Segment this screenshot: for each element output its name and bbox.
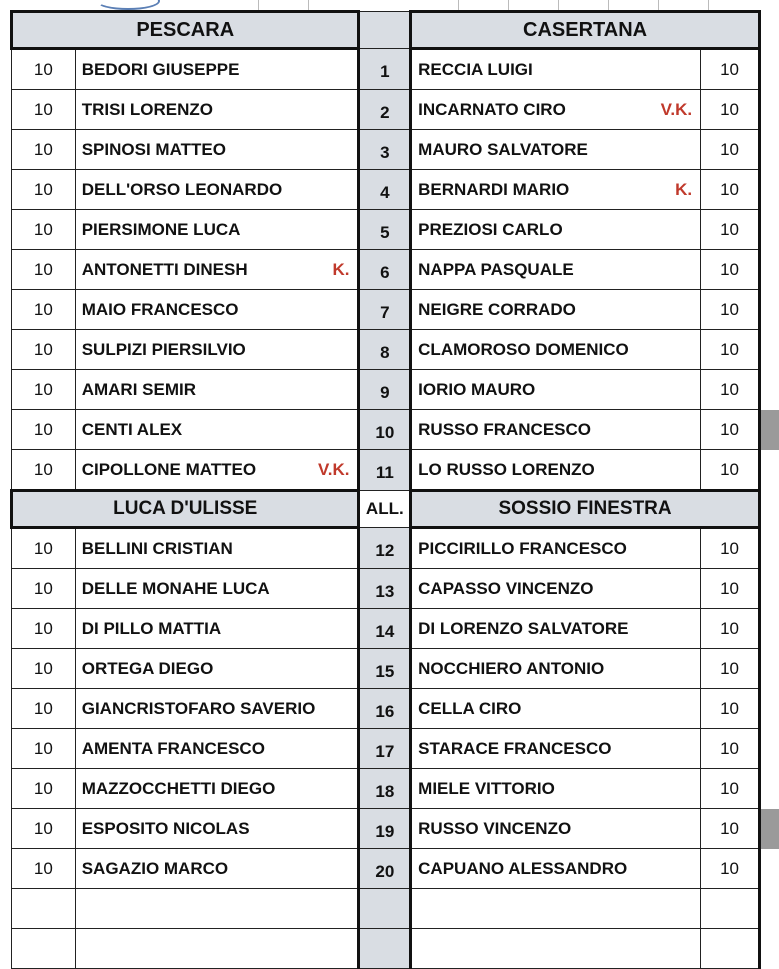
right-edge: [759, 649, 779, 689]
home-value: 10: [12, 849, 76, 889]
grid-tick: [608, 0, 609, 10]
away-player-name-text: BERNARDI MARIO: [418, 180, 569, 199]
empty-cell: [75, 889, 359, 929]
home-player-name: [75, 330, 359, 370]
home-player-name: [75, 609, 359, 649]
bench-row: [12, 528, 779, 569]
shirt-number-text: 13: [375, 576, 394, 602]
right-edge: [759, 170, 779, 210]
shirt-number-text: 4: [380, 177, 389, 203]
shirt-number-text: 7: [380, 297, 389, 323]
away-value: 10: [701, 849, 760, 889]
away-player-name: [411, 649, 701, 689]
shirt-number: [359, 689, 411, 729]
home-value: 10: [12, 90, 76, 130]
right-edge: [759, 729, 779, 769]
shirt-number: [359, 569, 411, 609]
right-edge: [759, 491, 779, 528]
home-player-name-text: MAZZOCCHETTI DIEGO: [82, 779, 276, 798]
starter-row: [12, 450, 779, 491]
home-player-name: [75, 528, 359, 569]
starter-row: [12, 330, 779, 370]
shirt-number: [359, 769, 411, 809]
away-player-name: [411, 170, 701, 210]
away-player-name-text: MIELE VITTORIO: [418, 779, 555, 798]
shirt-number: [359, 649, 411, 689]
home-value: 10: [12, 450, 76, 491]
home-player-name-text: ESPOSITO NICOLAS: [82, 819, 250, 838]
away-value: 10: [701, 528, 760, 569]
away-value: 10: [701, 90, 760, 130]
away-player-name: [411, 528, 701, 569]
away-player-name: [411, 609, 701, 649]
home-value: 10: [12, 170, 76, 210]
away-value: 10: [701, 130, 760, 170]
shirt-number-text: 16: [375, 696, 394, 722]
shirt-number: [359, 49, 411, 90]
shirt-number-text: 19: [375, 816, 394, 842]
bench-row: [12, 689, 779, 729]
empty-row: [12, 889, 779, 929]
home-player-name: [75, 809, 359, 849]
home-player-name-text: CIPOLLONE MATTEO: [82, 460, 256, 479]
grid-tick: [308, 0, 309, 10]
home-player-name: [75, 250, 359, 290]
away-player-name-text: NAPPA PASQUALE: [418, 260, 574, 279]
shirt-number-text: 9: [380, 377, 389, 403]
team-header-row: [12, 12, 779, 49]
lineup-sheet: [10, 10, 779, 969]
home-team-title: PESCARA: [12, 12, 359, 49]
home-player-name-text: DELLE MONAHE LUCA: [82, 579, 270, 598]
away-player-name-text: IORIO MAURO: [418, 380, 535, 399]
right-edge: [759, 330, 779, 370]
shirt-number: [359, 609, 411, 649]
right-edge: [759, 49, 779, 90]
right-edge: [759, 929, 779, 969]
home-player-name-text: PIERSIMONE LUCA: [82, 220, 241, 239]
home-player-name: [75, 450, 359, 491]
away-team-title: CASERTANA: [411, 12, 760, 49]
shirt-number: [359, 330, 411, 370]
away-player-name: [411, 90, 701, 130]
home-value: 10: [12, 729, 76, 769]
away-player-name-text: MAURO SALVATORE: [418, 140, 588, 159]
right-edge: [759, 210, 779, 250]
home-player-name: [75, 290, 359, 330]
away-player-name: [411, 849, 701, 889]
home-value: 10: [12, 649, 76, 689]
home-player-name-text: SULPIZI PIERSILVIO: [82, 340, 246, 359]
away-player-name: [411, 729, 701, 769]
shirt-number: [359, 528, 411, 569]
away-value: 10: [701, 330, 760, 370]
grid-tick: [558, 0, 559, 10]
home-player-name: [75, 370, 359, 410]
away-player-name-text: PICCIRILLO FRANCESCO: [418, 539, 627, 558]
away-player-name: [411, 809, 701, 849]
home-value: 10: [12, 569, 76, 609]
shirt-number-text: 5: [380, 217, 389, 243]
bench-row: [12, 649, 779, 689]
home-player-name-text: ANTONETTI DINESH: [82, 260, 248, 279]
starter-row: [12, 290, 779, 330]
empty-number-cell: [359, 889, 411, 929]
home-player-name-text: AMARI SEMIR: [82, 380, 196, 399]
away-value: 10: [701, 170, 760, 210]
away-value: 10: [701, 569, 760, 609]
right-edge: [759, 689, 779, 729]
role-tag: V.K.: [661, 100, 693, 120]
starter-row: [12, 210, 779, 250]
away-player-name: [411, 330, 701, 370]
right-edge: [759, 12, 779, 49]
shirt-number: [359, 450, 411, 491]
away-value: 10: [701, 290, 760, 330]
right-edge: [759, 370, 779, 410]
home-player-name-text: ORTEGA DIEGO: [82, 659, 214, 678]
home-player-name-text: DELL'ORSO LEONARDO: [82, 180, 283, 199]
home-value: 10: [12, 689, 76, 729]
away-value: 10: [701, 49, 760, 90]
top-strip: [0, 0, 779, 10]
right-edge: [759, 450, 779, 491]
away-player-name-text: STARACE FRANCESCO: [418, 739, 611, 758]
away-value: 10: [701, 729, 760, 769]
home-player-name: [75, 210, 359, 250]
shirt-number-text: 1: [380, 56, 389, 82]
home-value: 10: [12, 130, 76, 170]
home-value: 10: [12, 370, 76, 410]
home-player-name-text: GIANCRISTOFARO SAVERIO: [82, 699, 316, 718]
away-player-name: [411, 450, 701, 491]
away-value: 10: [701, 370, 760, 410]
away-player-name: [411, 49, 701, 90]
right-edge: [759, 130, 779, 170]
bench-row: [12, 729, 779, 769]
starter-row: [12, 250, 779, 290]
empty-cell: [12, 889, 76, 929]
shirt-number-text: 12: [375, 535, 394, 561]
away-value: 10: [701, 649, 760, 689]
away-player-name-text: NEIGRE CORRADO: [418, 300, 576, 319]
home-player-name: [75, 170, 359, 210]
right-edge: [759, 90, 779, 130]
shirt-number: [359, 809, 411, 849]
away-player-name-text: RECCIA LUIGI: [418, 60, 533, 79]
away-value: 10: [701, 609, 760, 649]
away-value: 10: [701, 210, 760, 250]
home-value: 10: [12, 609, 76, 649]
starter-row: [12, 49, 779, 90]
home-player-name-text: MAIO FRANCESCO: [82, 300, 239, 319]
away-player-name: [411, 410, 701, 450]
home-player-name: [75, 849, 359, 889]
empty-cell: [701, 889, 760, 929]
home-value: 10: [12, 809, 76, 849]
home-player-name: [75, 410, 359, 450]
home-value: 10: [12, 528, 76, 569]
away-player-name-text: CAPASSO VINCENZO: [418, 579, 593, 598]
starter-row: [12, 90, 779, 130]
away-value: 10: [701, 769, 760, 809]
shirt-number: [359, 849, 411, 889]
empty-cell: [701, 929, 760, 969]
home-coach: LUCA D'ULISSE: [12, 491, 359, 528]
home-value: 10: [12, 290, 76, 330]
right-edge: [759, 889, 779, 929]
bench-row: [12, 809, 779, 849]
away-player-name-text: CAPUANO ALESSANDRO: [418, 859, 627, 878]
empty-cell: [75, 929, 359, 969]
starter-row: [12, 130, 779, 170]
away-value: 10: [701, 250, 760, 290]
away-player-name: [411, 290, 701, 330]
away-player-name-text: PREZIOSI CARLO: [418, 220, 563, 239]
shirt-number: [359, 250, 411, 290]
empty-cell: [411, 929, 701, 969]
bench-row: [12, 849, 779, 889]
shirt-number-text: 15: [375, 656, 394, 682]
away-value: 10: [701, 689, 760, 729]
away-value: 10: [701, 410, 760, 450]
shirt-number-text: 6: [380, 257, 389, 283]
logo-arc: [96, 0, 160, 10]
away-player-name-text: LO RUSSO LORENZO: [418, 460, 595, 479]
shirt-number: [359, 729, 411, 769]
home-value: 10: [12, 410, 76, 450]
grid-tick: [658, 0, 659, 10]
right-edge: [759, 250, 779, 290]
home-player-name: [75, 130, 359, 170]
shirt-number-text: 3: [380, 137, 389, 163]
home-player-name: [75, 729, 359, 769]
away-value: 10: [701, 450, 760, 491]
shirt-number-text: 14: [375, 616, 394, 642]
away-player-name-text: CLAMOROSO DOMENICO: [418, 340, 629, 359]
starter-row: [12, 170, 779, 210]
right-edge: [759, 849, 779, 889]
shirt-number: [359, 90, 411, 130]
home-value: 10: [12, 210, 76, 250]
home-value: 10: [12, 250, 76, 290]
shirt-number: [359, 410, 411, 450]
away-player-name-text: INCARNATO CIRO: [418, 100, 566, 119]
home-player-name: [75, 49, 359, 90]
home-player-name-text: AMENTA FRANCESCO: [82, 739, 265, 758]
home-player-name-text: SPINOSI MATTEO: [82, 140, 226, 159]
bench-row: [12, 769, 779, 809]
shirt-number: [359, 130, 411, 170]
right-edge: [759, 769, 779, 809]
empty-number-cell: [359, 929, 411, 969]
home-player-name-text: TRISI LORENZO: [82, 100, 213, 119]
role-tag: K.: [332, 260, 349, 280]
away-value: 10: [701, 809, 760, 849]
shirt-number-text: 2: [380, 97, 389, 123]
home-player-name: [75, 649, 359, 689]
away-player-name-text: CELLA CIRO: [418, 699, 521, 718]
shirt-number: [359, 170, 411, 210]
all-label: ALL.: [359, 491, 411, 528]
away-player-name: [411, 250, 701, 290]
bench-row: [12, 569, 779, 609]
shirt-number-text: 10: [375, 417, 394, 443]
away-player-name: [411, 210, 701, 250]
shirt-number-text: 18: [375, 776, 394, 802]
away-player-name: [411, 370, 701, 410]
shirt-number-text: 20: [375, 856, 394, 882]
home-player-name: [75, 90, 359, 130]
shirt-number-text: 11: [376, 457, 394, 483]
grid-tick: [458, 0, 459, 10]
right-edge: [759, 528, 779, 569]
bench-row: [12, 609, 779, 649]
grid-tick: [508, 0, 509, 10]
right-edge: [759, 290, 779, 330]
shirt-number: [359, 370, 411, 410]
home-player-name: [75, 689, 359, 729]
right-edge: [759, 410, 779, 450]
role-tag: K.: [675, 180, 692, 200]
right-edge: [759, 609, 779, 649]
shirt-number: [359, 210, 411, 250]
home-player-name-text: DI PILLO MATTIA: [82, 619, 221, 638]
away-player-name: [411, 769, 701, 809]
grid-tick: [708, 0, 709, 10]
empty-row: [12, 929, 779, 969]
role-tag: V.K.: [318, 460, 350, 480]
header-spacer: [359, 12, 411, 49]
home-player-name: [75, 569, 359, 609]
away-player-name-text: RUSSO VINCENZO: [418, 819, 571, 838]
shirt-number-text: 17: [375, 736, 394, 762]
shirt-number: [359, 290, 411, 330]
away-coach: SOSSIO FINESTRA: [411, 491, 760, 528]
home-player-name-text: CENTI ALEX: [82, 420, 182, 439]
away-player-name-text: DI LORENZO SALVATORE: [418, 619, 628, 638]
empty-cell: [411, 889, 701, 929]
right-edge: [759, 569, 779, 609]
away-player-name-text: NOCCHIERO ANTONIO: [418, 659, 604, 678]
starter-row: [12, 410, 779, 450]
away-player-name: [411, 130, 701, 170]
coach-header-row: [12, 491, 779, 528]
starter-row: [12, 370, 779, 410]
away-player-name: [411, 689, 701, 729]
right-edge: [759, 809, 779, 849]
home-value: 10: [12, 49, 76, 90]
away-player-name: [411, 569, 701, 609]
home-value: 10: [12, 330, 76, 370]
home-player-name-text: BEDORI GIUSEPPE: [82, 60, 240, 79]
grid-tick: [258, 0, 259, 10]
home-player-name-text: BELLINI CRISTIAN: [82, 539, 233, 558]
shirt-number-text: 8: [380, 337, 389, 363]
home-player-name: [75, 769, 359, 809]
empty-cell: [12, 929, 76, 969]
home-player-name-text: SAGAZIO MARCO: [82, 859, 228, 878]
away-player-name-text: RUSSO FRANCESCO: [418, 420, 591, 439]
home-value: 10: [12, 769, 76, 809]
